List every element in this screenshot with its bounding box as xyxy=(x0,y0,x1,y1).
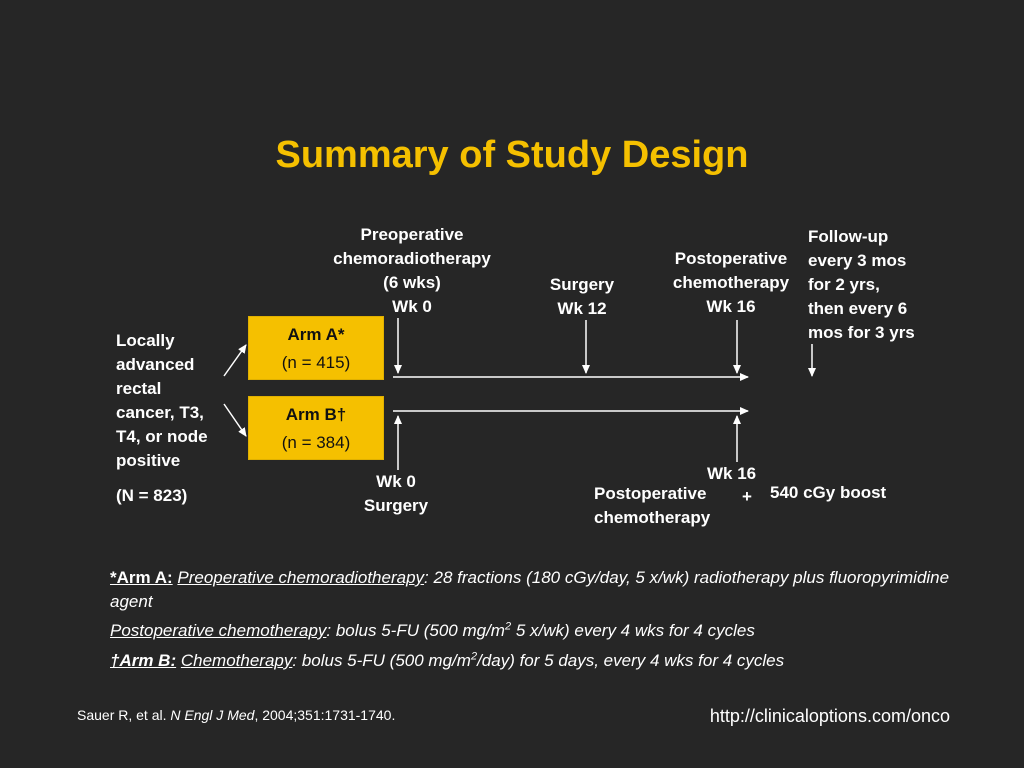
surgery-line: Surgery xyxy=(549,275,615,294)
footnote-arm-a-text: : 28 fractions (180 cGy/day, 5 x/wk) radiotherapy plus fluoropyrimidine agent xyxy=(110,568,950,611)
footnote-postop-text: : bolus 5-FU (500 mg/m xyxy=(326,621,505,640)
footnote-arm-a xyxy=(110,566,970,614)
preop-wk-label: Wk 0 xyxy=(392,297,432,316)
footnote-arm-b-text-2: /day) for 5 days, every 4 wks for 4 cycles xyxy=(477,651,785,670)
population-line: advanced xyxy=(116,355,195,374)
arm-b-n: (n = 384) xyxy=(281,433,351,452)
population-line: cancer, T3, xyxy=(116,403,204,422)
citation-authors: Sauer R, et al. xyxy=(77,707,171,723)
postop-wk-label: Wk 16 xyxy=(706,297,756,316)
postop-line: Postoperative xyxy=(594,484,707,503)
citation xyxy=(77,707,395,723)
surgery-line: Surgery xyxy=(363,496,429,515)
preop-line: Preoperative xyxy=(360,225,464,244)
boost-label: 540 cGy boost xyxy=(770,483,887,502)
footnote-arm-a-label: *Arm A: xyxy=(110,568,173,587)
population-line: Locally xyxy=(116,331,175,350)
arm-b-split-arrow xyxy=(224,404,246,436)
footnote-arm-b-term: Chemotherapy xyxy=(180,651,293,670)
footnote-postop xyxy=(110,619,970,643)
wk16-label: Wk 16 xyxy=(707,464,757,483)
preop-line: (6 wks) xyxy=(383,273,441,292)
footnote-arm-b-text: : bolus 5-FU (500 mg/m xyxy=(292,651,471,670)
source-url[interactable]: http://clinicaloptions.com/onco xyxy=(709,706,950,726)
population-line: T4, or node xyxy=(116,427,208,446)
arm-b-name: Arm B† xyxy=(285,405,347,424)
arm-a-name: Arm A* xyxy=(287,325,345,344)
followup-line: every 3 mos xyxy=(808,251,907,270)
plus-sign: + xyxy=(742,487,752,506)
followup-line: then every 6 xyxy=(808,299,908,318)
followup-line: Follow-up xyxy=(808,227,889,246)
surgery-wk-label: Wk 12 xyxy=(557,299,607,318)
followup-line: for 2 yrs, xyxy=(808,275,880,294)
postop-line: Postoperative xyxy=(674,249,788,268)
postop-line: chemotherapy xyxy=(594,508,711,527)
citation-details: , 2004;351:1731-1740. xyxy=(254,707,396,723)
slide-title: Summary of Study Design xyxy=(275,134,749,176)
population-line: rectal xyxy=(116,379,162,398)
postop-line: chemotherapy xyxy=(672,273,790,292)
wk0-line: Wk 0 xyxy=(376,472,416,491)
arm-a-n: (n = 415) xyxy=(281,353,351,372)
preop-line: chemoradiotherapy xyxy=(333,249,491,268)
footnote-arm-a-term: Preoperative chemoradiotherapy xyxy=(177,568,425,587)
footnote-postop-sup: 2 xyxy=(504,620,512,633)
footnote-postop-text-2: 5 x/wk) every 4 wks for 4 cycles xyxy=(511,621,755,640)
citation-journal: N Engl J Med xyxy=(170,707,255,723)
footnote-arm-b-sup: 2 xyxy=(470,650,478,663)
arm-a-split-arrow xyxy=(224,345,246,376)
population-n: (N = 823) xyxy=(116,486,188,505)
footnote-postop-term: Postoperative chemotherapy xyxy=(110,621,327,640)
population-line: positive xyxy=(116,451,181,470)
followup-line: mos for 3 yrs xyxy=(808,323,915,342)
footnote-arm-b xyxy=(110,649,970,673)
footnote-arm-b-label: †Arm B: xyxy=(110,651,177,670)
